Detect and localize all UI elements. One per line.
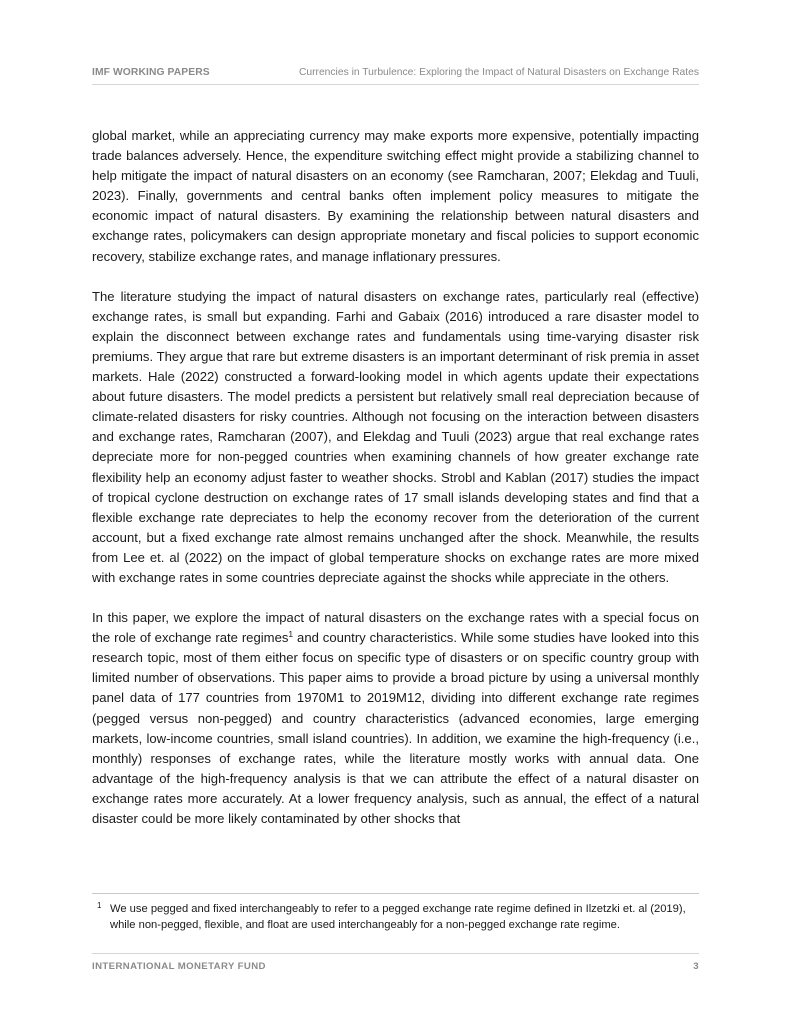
- running-footer: [92, 953, 699, 972]
- footnote: [92, 901, 699, 933]
- body-text: [92, 126, 699, 849]
- footnote-mark: 1: [97, 901, 102, 910]
- paragraph-1: global market, while an appreciating currency may make exports more expensive, potentially impacting trade balances adversely. Hence, the expenditure switching effect might provide a stabilizing channel to help mitigate the impact of natural disasters on an economy (see Ramcharan, 2007; Elekdag and Tuuli, 2023). Finally, governments and central banks often implement policy measures to mitigate the economic impact of natural disasters. By examining the relationship between natural disasters and exchange rates, policymakers can design appropriate monetary and fiscal policies to support economic recovery, stabilize exchange rates, and manage inflationary pressures.: [92, 128, 699, 264]
- footnote-reference[interactable]: 1: [288, 629, 294, 640]
- paragraph-3: [92, 608, 699, 829]
- running-header: [92, 64, 699, 85]
- series-name: IMF WORKING PAPERS: [92, 67, 210, 78]
- paragraph-2: The literature studying the impact of natural disasters on exchange rates, particularly real (effective) exchange rates, is small but expanding. Farhi and Gabaix (2016) introduced a rare disaster model to explain the disconnect between exchange rates and fundamentals using time-varying disaster risk premiums. They argue that rare but extreme disasters is an important determinant of risk premia in asset markets. Hale (2022) constructed a forward-looking model in which agents update their expectations about future disasters. The model predicts a persistent but relatively small real depreciation because of climate-related disasters for risky countries. Although not focusing on the interaction between disasters and exchange rates, Ramcharan (2007), and Elekdag and Tuuli (2023) argue that real exchange rates depreciate more for non-pegged countries when examining channels of how greater exchange rate flexibility help an economy adjust faster to weather shocks. Strobl and Kablan (2017) studies the impact of tropical cyclone destruction on exchange rates of 17 small islands developing states and find that a flexible exchange rate depreciates to help the economy recover from the deterioration of the current account, but a fixed exchange rate almost remains unchanged after the shock. Meanwhile, the results from Lee et. al (2022) on the impact of global temperature shocks on exchange rates are more mixed with exchange rates in some countries depreciate against the shocks while appreciate in the others.: [92, 288, 699, 585]
- footnote-text: We use pegged and fixed interchangeably to refer to a pegged exchange rate regime defined in Ilzetzki et. al (2019), while non-pegged, flexible, and float are used interchangeably for a non-pegged exchange rate regime.: [110, 903, 686, 931]
- paragraph-3-text-after: and country characteristics. While some studies have looked into this research topic, most of them either focus on specific type of disasters or on specific country group with limited number of observations. This paper aims to provide a broad picture by using a universal monthly panel data of 177 countries from 1970M1 to 2019M12, dividing into different exchange rate regimes (pegged versus non-pegged) and country characteristics (advanced economies, large emerging markets, low-income countries, small island countries). In addition, we examine the high-frequency (i.e., monthly) responses of exchange rates, while the literature mostly works with annual data. One advantage of the high-frequency analysis is that we can attribute the effect of a natural disaster on exchange rates more accurately. At a lower frequency analysis, such as annual, the effect of a natural disaster could be more likely contaminated by other shocks that: [92, 630, 699, 826]
- paper-title: Currencies in Turbulence: Exploring the Impact of Natural Disasters on Exchange Rates: [298, 67, 699, 78]
- page-number: 3: [693, 961, 699, 972]
- paragraph-3-text-before: In this paper, we explore the impact of natural disasters on the exchange rates with a special focus on the role of exchange rate regimes: [92, 610, 699, 646]
- footnote-area: [92, 893, 699, 933]
- footer-organization: INTERNATIONAL MONETARY FUND: [92, 961, 266, 972]
